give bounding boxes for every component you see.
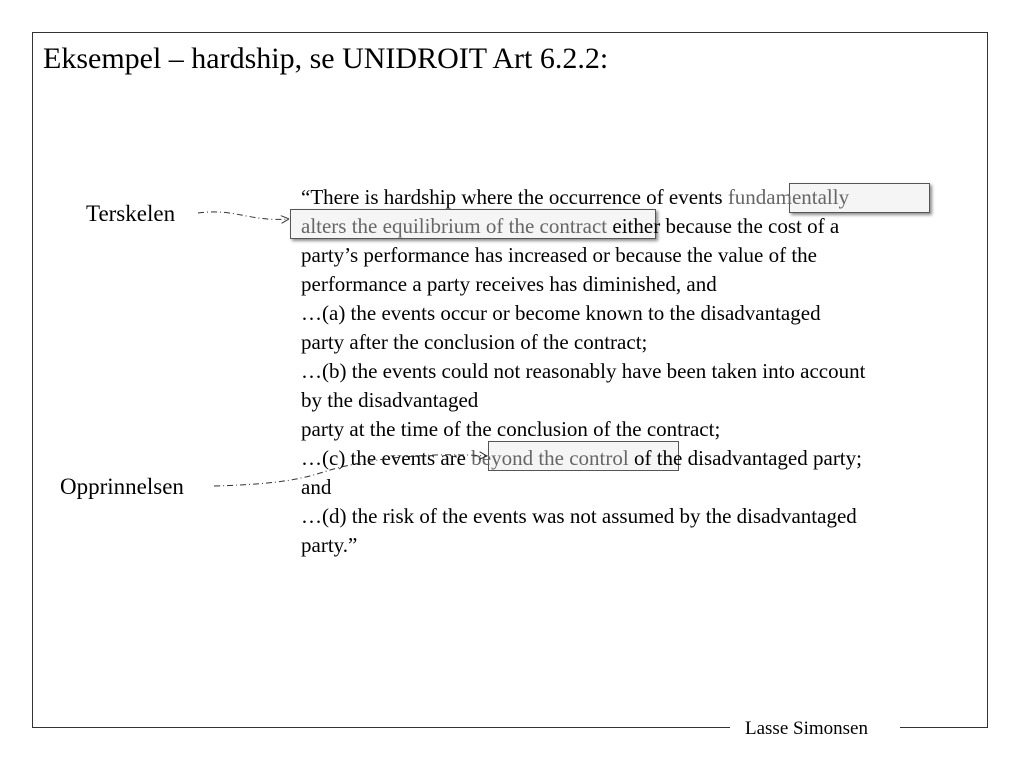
quote-line-11: and bbox=[301, 475, 332, 499]
quote-line-1: “There is hardship where the occurrence of events fundamentally bbox=[301, 185, 850, 209]
label-origin: Opprinnelsen bbox=[60, 474, 184, 499]
threshold-arrow bbox=[198, 212, 288, 220]
highlight-equilibrium: alters the equilibrium of the contract bbox=[301, 214, 608, 238]
highlight-beyond-control: beyond the control bbox=[471, 446, 629, 470]
quote-line-9: party at the time of the conclusion of the contract; bbox=[301, 417, 721, 441]
slide-title: Eksempel – hardship, se UNIDROIT Art 6.2.2: bbox=[43, 42, 609, 75]
quote-line-12: …(d) the risk of the events was not assumed by the disadvantaged bbox=[301, 504, 857, 528]
quote-line-6: party after the conclusion of the contract; bbox=[301, 330, 648, 354]
quote-line-5: …(a) the events occur or become known to the disadvantaged bbox=[301, 301, 821, 325]
label-threshold: Terskelen bbox=[86, 201, 176, 226]
origin-arrow bbox=[214, 455, 486, 486]
quote-line-10: …(c) the events are beyond the control of the disadvantaged party; bbox=[301, 446, 862, 470]
footer-author: Lasse Simonsen bbox=[745, 718, 868, 739]
quote-line-8: by the disadvantaged bbox=[301, 388, 479, 412]
quote-line-2: alters the equilibrium of the contract either because the cost of a bbox=[301, 214, 840, 238]
quote-line-13: party.” bbox=[301, 533, 358, 557]
quote-line-4: performance a party receives has diminished, and bbox=[301, 272, 717, 296]
highlight-fundamentally: fundamentally bbox=[727, 185, 850, 209]
quote-line-3: party’s performance has increased or because the value of the bbox=[301, 243, 818, 267]
quote-line-7: …(b) the events could not reasonably have been taken into account bbox=[301, 359, 866, 383]
